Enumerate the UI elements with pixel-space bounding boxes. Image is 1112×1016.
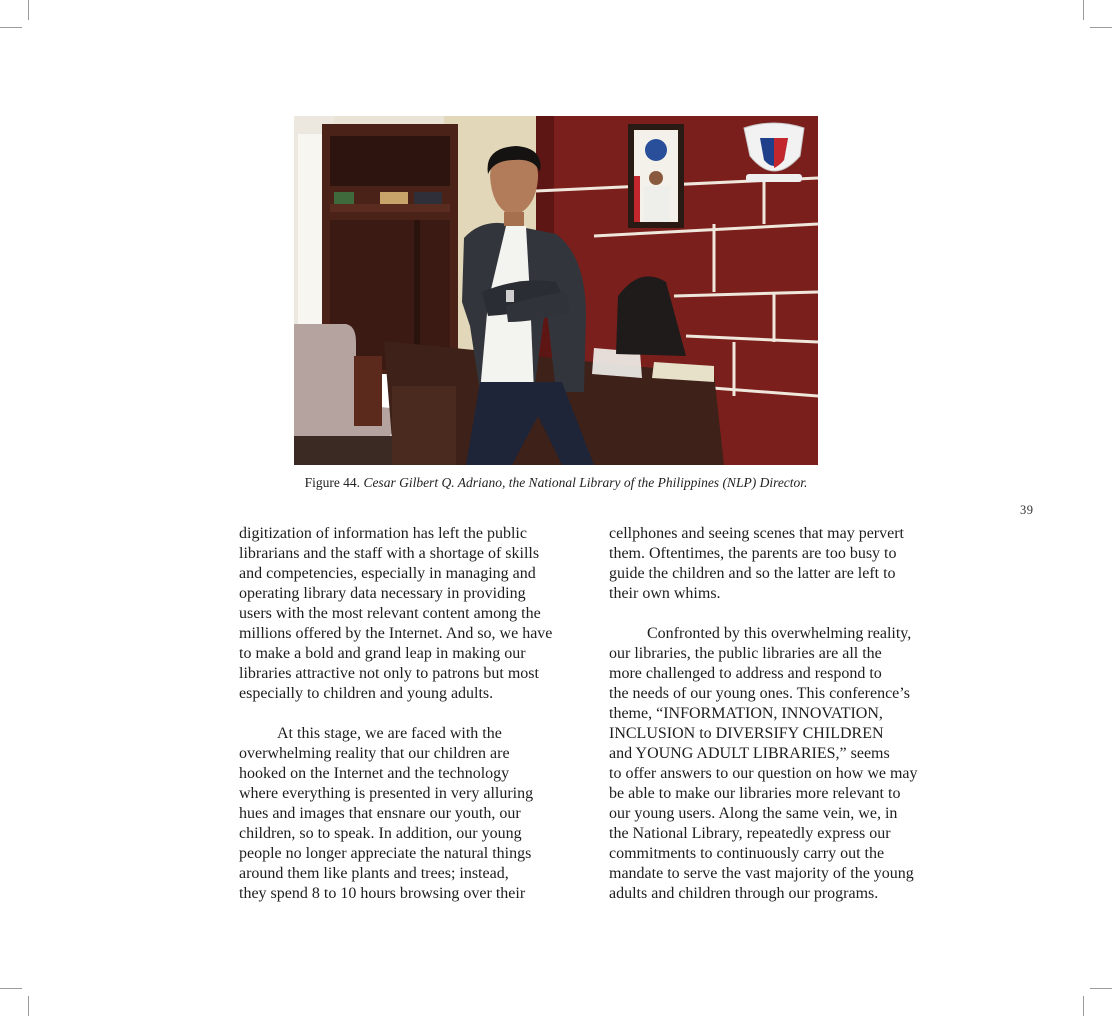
text-line: our young users. Along the same vein, we, in [609,805,898,822]
text-line: the needs of our young ones. This conference’s [609,685,910,702]
crop-mark [0,27,22,28]
right-text-column [609,524,918,904]
wristwatch [506,290,514,302]
text-line: our libraries, the public libraries are all the [609,645,882,662]
text-line: cellphones and seeing scenes that may pervert [609,525,904,542]
page-number: 39 [1020,503,1034,517]
text-line: especially to children and young adults. [239,685,494,702]
text-line: be able to make our libraries more relevant to [609,785,901,802]
text-line: commitments to continuously carry out the [609,845,885,862]
text-line: more challenged to address and respond to [609,665,882,682]
portrait-suit [644,186,670,222]
text-line: digitization of information has left the public [239,525,527,542]
text-line: and YOUNG ADULT LIBRARIES,” seems [609,745,890,762]
crop-mark [1083,996,1084,1016]
text-line: theme, “INFORMATION, INNOVATION, [609,705,883,722]
text-line: around them like plants and trees; instead, [239,865,509,882]
text-line: to offer answers to our question on how we may [609,765,918,782]
text-line: INCLUSION to DIVERSIFY CHILDREN [609,725,884,742]
text-line: their own whims. [609,585,721,602]
text-line: users with the most relevant content among the [239,605,541,622]
director-office-photo [294,116,818,465]
text-line: people no longer appreciate the natural things [239,845,532,862]
paragraph-gap [609,604,918,624]
text-line: them. Oftentimes, the parents are too busy to [609,545,897,562]
text-line: they spend 8 to 10 hours browsing over their [239,885,526,902]
text-line: to make a bold and grand leap in making our [239,645,526,662]
text-line: mandate to serve the vast majority of the young [609,865,914,882]
figure-label: Figure 44. [304,475,361,490]
text-line: hues and images that ensnare our youth, our [239,805,521,822]
text-line: libraries attractive not only to patrons but most [239,665,539,682]
text-line: At this stage, we are faced with the [277,725,502,742]
paragraph-gap [239,704,552,724]
crop-mark [0,988,22,989]
text-line: and competencies, especially in managing and [239,565,536,582]
seal-emblem [645,139,667,161]
text-line: hooked on the Internet and the technology [239,765,510,782]
text-line: children, so to speak. In addition, our young [239,825,522,842]
text-line: overwhelming reality that our children are [239,745,510,762]
crop-mark [1083,0,1084,20]
left-text-column [239,524,552,904]
neck [504,212,524,226]
text-line: librarians and the staff with a shortage of skills [239,545,540,562]
crop-mark [1090,988,1112,989]
crop-mark [1090,27,1112,28]
crop-mark [28,0,29,20]
text-line: adults and children through our programs. [609,885,879,902]
text-line: guide the children and so the latter are left to [609,565,896,582]
figure-caption [294,474,818,492]
text-line: Confronted by this overwhelming reality, [647,625,912,642]
hallway-opening [298,134,322,344]
text-line: the National Library, repeatedly express our [609,825,891,842]
text-line: millions offered by the Internet. And so, we have [239,625,553,642]
figure-description: Cesar Gilbert Q. Adriano, the National Library of the Philippines (NLP) Director. [363,475,808,490]
text-line: operating library data necessary in providing [239,585,526,602]
crop-mark [28,996,29,1016]
flag-strip [634,176,640,222]
text-line: where everything is presented in very alluring [239,785,534,802]
portrait-head [649,171,663,185]
